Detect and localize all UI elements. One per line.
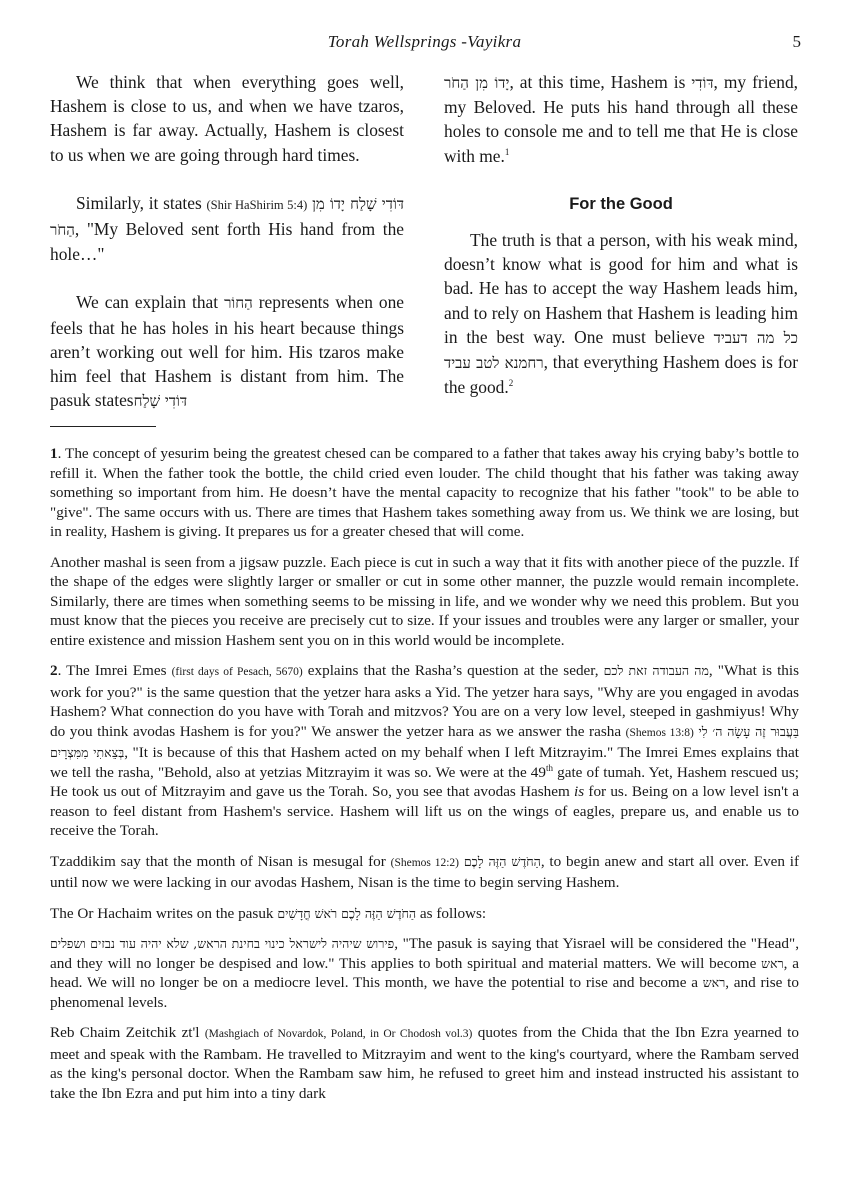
text: . The Imrei Emes xyxy=(57,662,172,679)
footnote-marker[interactable]: 1 xyxy=(504,146,510,157)
text: represents when one feels that he has holes in his heart because things aren’t working out well for him. His tzaros make him feel that Hashem is distant from him. The pasuk states xyxy=(50,292,404,411)
text: , to begin anew and start all over. Even if until now we were lacking in our avodas Hashem, Nisan is the time to begin serving Hashem. xyxy=(50,852,800,891)
left-column xyxy=(50,70,404,437)
text: The Or Hachaim writes on the pasuk xyxy=(50,904,278,922)
footnote-marker[interactable]: 2 xyxy=(508,378,514,389)
text: gate of tumah. Yet, Hashem rescued us; He took us out of Mitzrayim and gave us the Torah. So, you see that avodas Hashem xyxy=(50,763,799,800)
hebrew-text: בַּעֲבוּר זֶה עָשָׂה ה׳ לִי בְּצֵאתִי מִמִּצְרָיִם xyxy=(50,723,799,760)
paragraph xyxy=(50,290,404,413)
hebrew-text: יָדוֹ מִן הַחֹר xyxy=(444,74,510,92)
text: , "What is this work for you?" is the same question that the yetzer hara asks a Yid. The yetzer hara says, "Why are you engaged in avodas Hashem? What connection do you have with Torah and mitzvos? You are on a very low level, steeped in gashmiyus! Why do you think avodas Hashem is for you?" We answer the yetzer hara as we answer the rasha xyxy=(50,662,800,740)
text: , a head. We will no longer be on a mediocre level. This month, we have the potential to rise and become a xyxy=(50,954,800,991)
hebrew-text: ראש xyxy=(702,975,726,990)
hebrew-text: כל מה דעביד רחמנא לטב עביד xyxy=(444,328,799,373)
footnote-paragraph: Another mashal is seen from a jigsaw puzzle. Each piece is cut in such a way that it fits with another piece of the puzzle. If the shape of the edges were slightly larger or smaller or cut in some other manner, the puzzle would remain incomplete. Similarly, there are times when something seems to be missing in life, and we wonder why we need this problem. But you must know that the pieces you receive are precisely cut to size. If your issues and troubles were any larger or smaller, your entire existence and mission Hashem sent you on in this world would be incomplete. xyxy=(50,553,799,649)
footnote-paragraph xyxy=(50,1023,799,1103)
page-header xyxy=(48,32,801,56)
text: , "My Beloved sent forth His hand from the hole…" xyxy=(50,219,404,265)
text: , "The pasuk is saying that Yisrael will be considered the "Head", and they will no longer be despised and low." This applies to both spiritual and material matters. We will become xyxy=(50,935,799,972)
footnote-number: 1 xyxy=(50,445,58,462)
paragraph: We think that when everything goes well, Hashem is close to us, and when we have tzaros, Hashem is far away. Actually, Hashem is closest to us when we are going through hard times. xyxy=(50,72,404,165)
text: Similarly, it states xyxy=(76,192,207,213)
superscript: th xyxy=(546,762,554,773)
hebrew-text: ראש xyxy=(761,955,784,971)
text: , and rise to phenomenal levels. xyxy=(50,974,799,1011)
hebrew-text: דּוֹדִי שָׁלַח xyxy=(133,392,188,411)
source-reference: (Shir HaShirim 5:4) xyxy=(206,197,308,212)
text: Reb Chaim Zeitchik zt'l xyxy=(50,1024,205,1041)
footnote-paragraph xyxy=(50,852,799,893)
source-reference: (Mashgiach of Novardok, Poland, in Or Chodosh vol.3) xyxy=(204,1028,473,1040)
hebrew-text: מה העבודה זאת לכם xyxy=(603,663,709,678)
text: , that everything Hashem does is for the good. xyxy=(444,352,798,398)
page-number: 5 xyxy=(792,32,801,51)
source-reference: (Shemos 13:8) xyxy=(625,726,694,739)
paragraph xyxy=(50,191,404,267)
text: , at this time, Hashem is xyxy=(509,72,692,92)
footnote-number: 2 xyxy=(50,662,58,679)
section-heading: For the Good xyxy=(569,194,673,213)
text: , "It is because of this that Hashem acted on my behalf when I left Mitzrayim." The Imrei Emes explains that we tell the rasha, "Behold, also at yetzias Mitzrayim it was so. We were at the 49 xyxy=(50,744,799,781)
hebrew-text: הַחֹדֶשׁ הַזֶּה לָכֶם xyxy=(463,853,541,869)
text: explains that the Rasha’s question at the seder, xyxy=(302,662,604,679)
text: quotes from the Chida that the Ibn Ezra yearned to meet and speak with the Rambam. He travelled to Mitzrayim and went to the king's courtyard, where the Rambam served as the king's personal doctor. When the Rambam saw him, he refused to greet him and instead instructed his assistant to take the Ibn Ezra and put him into a tiny dark xyxy=(50,1024,799,1102)
hebrew-text: הַחוֹר xyxy=(224,294,253,313)
paragraph xyxy=(444,228,798,399)
text: as follows: xyxy=(416,904,487,922)
hebrew-text: דּוֹדִי שָׁלַח יָדוֹ מִן הַחֹר xyxy=(50,194,405,240)
emphasis: is xyxy=(574,783,585,800)
text: , my friend, my Beloved. He puts his hand through all these holes to console me and to tell me that He is close with me. xyxy=(444,72,798,166)
hebrew-text: פירוש שיהיה לישראל כינוי בחינת הראש, שלא יהיה עוד נבזים ושפלים xyxy=(50,936,395,951)
text: The truth is that a person, with his weak mind, doesn’t know what is good for him and what is bad. He has to accept the way Hashem leads him, and to rely on Hashem that Hashem is leading him in the best way. One must believe xyxy=(444,230,798,347)
text: . The concept of yesurim being the greatest chesed can be compared to a father that takes away his crying baby’s bottle to refill it. When the father took the bottle, the child cried even louder. The child thought that his father was taking away something so important from him. He doesn’t have the mental capacity to recognize that his father "took" to be able to "give". The same occurs with us. There are times that Hashem takes something away from us. We think we are losing, but in reality, Hashem is giving. It prepares us for a greater chesed that will come. xyxy=(50,445,799,540)
paragraph xyxy=(444,70,798,168)
footnote-paragraph xyxy=(50,934,799,1012)
footnote-paragraph xyxy=(50,904,799,924)
text: Tzaddikim say that the month of Nisan is mesugal for xyxy=(50,852,391,870)
footnote-2 xyxy=(50,661,799,841)
source-reference: (first days of Pesach, 5670) xyxy=(171,666,303,678)
right-column xyxy=(444,70,798,423)
hebrew-text: דּוֹדִי xyxy=(691,74,714,92)
footnote-1 xyxy=(50,444,799,542)
source-reference: (Shemos 12:2) xyxy=(390,856,460,869)
hebrew-text: הַחֹדֶשׁ הַזֶּה לָכֶם רֹאשׁ חֳדָשִׁים xyxy=(277,905,417,921)
text: for us. Being on a low level isn't a reason to feel distant from Hashem's service. Hashem will lift us on the wings of eagles, prepare us, and enable us to receive the Torah. xyxy=(50,783,799,839)
footnotes xyxy=(50,444,799,1114)
text: We can explain that xyxy=(76,292,225,313)
running-title: Torah Wellsprings -Vayikra xyxy=(327,32,522,51)
footnote-divider xyxy=(50,426,156,427)
